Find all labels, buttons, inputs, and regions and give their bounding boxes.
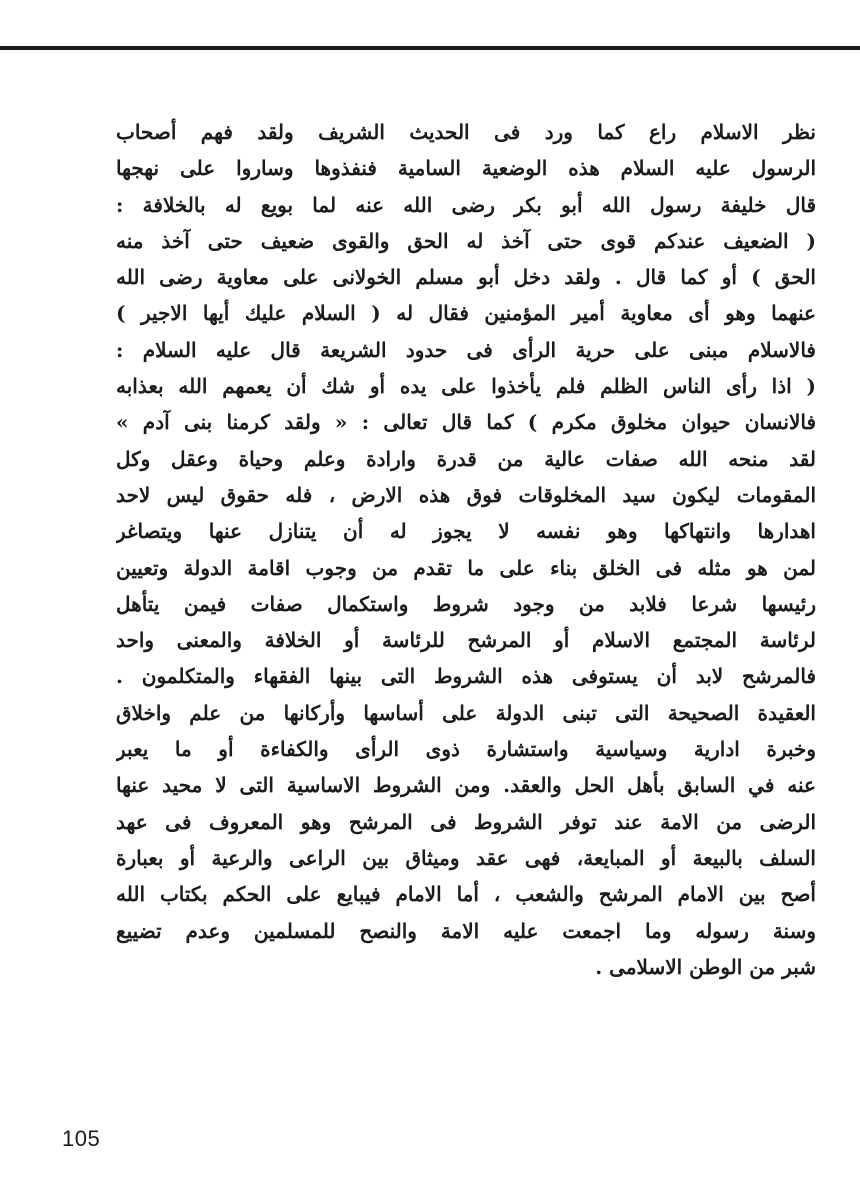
text-line: فالاسلام مبنى على حرية الرأى فى حدود الشريعة قال عليه السلام : — [116, 337, 816, 362]
text-line: الحق ) أو كما قال . ولقد دخل أبو مسلم الخولانى على معاوية رضى الله — [116, 265, 816, 290]
text-line: لرئاسة المجتمع الاسلام أو المرشح للرئاسة أو الخلافة والمعنى واحد — [116, 628, 816, 653]
text-line: أصح بين الامام المرشح والشعب ، أما الامام فيبايع على الحكم بكتاب الله — [116, 882, 816, 907]
text-line: ( اذا رأى الناس الظلم فلم يأخذوا على يده أو شك أن يعمهم الله بعذابه — [116, 374, 816, 399]
text-line: ( الضعيف عندكم قوى حتى آخذ له الحق والقوى ضعيف حتى آخذ منه — [116, 228, 816, 253]
text-line: الرضى من الامة عند توفر الشروط فى المرشح وهو المعروف فى عهد — [116, 809, 816, 834]
page-number: 105 — [62, 1126, 101, 1151]
text-line: السلف بالبيعة أو المبايعة، فهى عقد وميثاق بين الراعى والرعية أو بعبارة — [116, 845, 816, 870]
text-line: اهدارها وانتهاكها وهو نفسه لا يجوز له أن يتنازل عنها ويتصاغر — [116, 519, 816, 544]
text-line: فالمرشح لابد أن يستوفى هذه الشروط التى بينها الفقهاء والمتكلمون . — [116, 664, 816, 689]
text-line: لقد منحه الله صفات عالية من قدرة وارادة وعلم وحياة وعقل وكل — [116, 446, 816, 471]
text-line: المقومات ليكون سيد المخلوقات فوق هذه الارض ، فله حقوق ليس لاحد — [116, 482, 816, 507]
text-line: قال خليفة رسول الله أبو بكر رضى الله عنه لما بويع له بالخلافة : — [116, 192, 816, 217]
body-text — [116, 114, 816, 985]
text-line: عنهما وهو أى معاوية أمير المؤمنين فقال له ( السلام عليك أيها الاجير ) — [116, 301, 816, 326]
text-line: الرسول عليه السلام هذه الوضعية السامية فنفذوها وساروا على نهجها — [116, 156, 816, 181]
text-line: وسنة رسوله وما اجمعت عليه الامة والنصح للمسلمين وعدم تضييع — [116, 918, 816, 943]
text-line: شبر من الوطن الاسلامى . — [595, 954, 816, 979]
text-line: فالانسان حيوان مخلوق مكرم ) كما قال تعالى : « ولقد كرمنا بنى آدم » — [116, 410, 816, 435]
text-line: وخبرة ادارية وسياسية واستشارة ذوى الرأى والكفاءة أو ما يعبر — [116, 737, 816, 762]
text-line: عنه في السابق بأهل الحل والعقد. ومن الشروط الاساسية التى لا محيد عنها — [116, 773, 816, 798]
text-line: نظر الاسلام راع كما ورد فى الحديث الشريف ولقد فهم أصحاب — [116, 120, 816, 144]
text-line: رئيسها شرعا فلابد من وجود شروط واستكمال صفات فيمن يتأهل — [116, 591, 816, 616]
text-line: لمن هو مثله فى الخلق بناء على ما تقدم من وجوب اقامة الدولة وتعيين — [116, 555, 816, 580]
text-line: العقيدة الصحيحة التى تبنى الدولة على أساسها وأركانها من علم واخلاق — [116, 700, 816, 725]
header-rule — [0, 46, 860, 50]
